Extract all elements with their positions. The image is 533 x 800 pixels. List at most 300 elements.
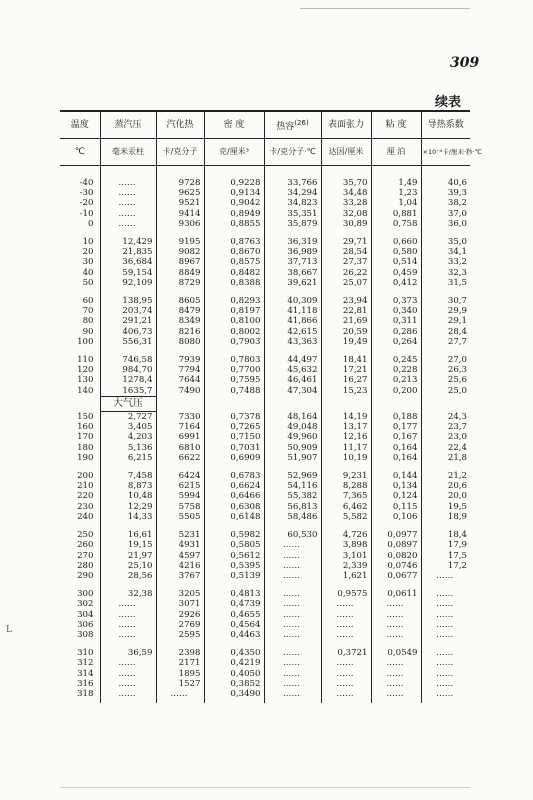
table-row <box>60 551 470 561</box>
temperature-cell: 270 <box>60 551 100 561</box>
heat-of-vaporization-cell: 7644 <box>156 375 204 385</box>
vapor-pressure-cell: 406,73 <box>100 327 156 337</box>
heat-of-vaporization-cell: 1895 <box>156 669 204 679</box>
table-row <box>60 347 470 365</box>
thermal-conductivity-cell: …… <box>436 609 454 620</box>
vapor-pressure-cell: 59,154 <box>100 268 156 278</box>
heat-of-vaporization-cell: 4597 <box>156 551 204 561</box>
heat-capacity-cell: 35,879 <box>264 219 321 229</box>
surface-tension-cell: 13,17 <box>321 422 371 432</box>
viscosity-cell: 0,213 <box>371 375 421 385</box>
heat-of-vaporization-cell: 2769 <box>156 620 204 630</box>
temperature-cell: 312 <box>60 658 100 668</box>
unit-temperature: ℃ <box>60 139 100 166</box>
heat-capacity-cell: …… <box>264 551 321 561</box>
heat-capacity-cell: 34,823 <box>264 198 321 208</box>
heat-capacity-cell: …… <box>264 561 321 571</box>
density-cell: 0,3852 <box>204 679 264 689</box>
heat-capacity-cell: 49,960 <box>264 432 321 442</box>
heat-capacity-cell: 47,304 <box>264 386 321 397</box>
bottom-rule <box>60 787 470 788</box>
temperature-cell: 250 <box>60 522 100 540</box>
temperature-cell: 190 <box>60 453 100 463</box>
surface-tension-cell: 2,339 <box>321 561 371 571</box>
viscosity-cell: …… <box>371 679 421 689</box>
temperature-cell: 290 <box>60 571 100 581</box>
viscosity-cell: 0,264 <box>371 337 421 347</box>
temperature-cell: 302 <box>60 599 100 609</box>
thermal-conductivity-cell: 40,6 <box>447 178 467 188</box>
header-vapor-pressure: 蒸汽压 <box>100 111 156 139</box>
vapor-pressure-cell: …… <box>100 599 156 609</box>
temperature-cell: -10 <box>60 209 100 219</box>
vapor-pressure-cell: 291,21 <box>100 316 156 326</box>
header-thermal-conductivity: 导热系数 <box>421 111 470 139</box>
heat-capacity-cell: 38,667 <box>264 268 321 278</box>
viscosity-cell: 0,758 <box>371 219 421 229</box>
heat-capacity-cell: 58,486 <box>264 512 321 522</box>
viscosity-cell: 0,0611 <box>371 581 421 599</box>
heat-capacity-cell: 46,461 <box>264 375 321 385</box>
heat-of-vaporization-cell: 9521 <box>156 198 204 208</box>
temperature-cell: -40 <box>60 166 100 189</box>
empty-cell <box>321 396 371 411</box>
heat-of-vaporization-cell: 8849 <box>156 268 204 278</box>
table-row <box>60 599 470 609</box>
thermal-conductivity-cell: …… <box>436 570 454 581</box>
surface-tension-cell: 15,23 <box>321 386 371 397</box>
empty-cell <box>371 396 421 411</box>
thermal-conductivity-cell: 21,2 <box>447 471 467 482</box>
density-cell: 0,8949 <box>204 209 264 219</box>
thermal-conductivity-cell: 30,7 <box>447 296 467 307</box>
surface-tension-cell: 1,621 <box>321 571 371 581</box>
vapor-pressure-cell: 2,727 <box>100 412 156 423</box>
continued-label: 续表 <box>435 95 462 110</box>
viscosity-cell: …… <box>371 630 421 640</box>
temperature-cell: 304 <box>60 610 100 620</box>
viscosity-cell: 0,164 <box>371 453 421 463</box>
temperature-cell: 300 <box>60 581 100 599</box>
density-cell: 0,8482 <box>204 268 264 278</box>
temperature-cell: 50 <box>60 278 100 288</box>
heat-capacity-cell: 41,118 <box>264 306 321 316</box>
viscosity-cell: …… <box>371 599 421 609</box>
viscosity-cell: 0,0677 <box>371 571 421 581</box>
thermal-conductivity-cell: 25,0 <box>447 385 467 396</box>
thermal-conductivity-cell: 20,6 <box>447 481 467 492</box>
heat-of-vaporization-cell: 6424 <box>156 463 204 481</box>
table-row <box>60 561 470 571</box>
vapor-pressure-cell: 6,215 <box>100 453 156 463</box>
vapor-pressure-cell: …… <box>100 689 156 703</box>
heat-capacity-cell: …… <box>264 610 321 620</box>
thermal-conductivity-cell: 18,4 <box>447 530 467 541</box>
density-cell: 0,7031 <box>204 443 264 453</box>
viscosity-cell: 0,459 <box>371 268 421 278</box>
heat-capacity-cell: 34,294 <box>264 188 321 198</box>
density-cell: 0,4655 <box>204 610 264 620</box>
thermal-conductivity-cell: 32,3 <box>447 267 467 278</box>
vapor-pressure-cell: 10,48 <box>100 491 156 501</box>
vapor-pressure-cell: 21,97 <box>100 551 156 561</box>
viscosity-cell: 0,0549 <box>371 640 421 658</box>
heat-capacity-cell: 44,497 <box>264 347 321 365</box>
vapor-pressure-cell: 12,429 <box>100 229 156 247</box>
surface-tension-cell: 29,71 <box>321 229 371 247</box>
density-cell: 0,7150 <box>204 432 264 442</box>
thermal-conductivity-cell: 20,0 <box>447 491 467 502</box>
heat-of-vaporization-cell: 7330 <box>156 412 204 423</box>
table-row <box>60 209 470 219</box>
thermal-conductivity-cell: 29,1 <box>447 316 467 327</box>
temperature-cell: 60 <box>60 288 100 306</box>
vapor-pressure-cell: 4,203 <box>100 432 156 442</box>
vapor-pressure-cell: 12,29 <box>100 502 156 512</box>
temperature-cell: -20 <box>60 198 100 208</box>
temperature-cell: 150 <box>60 412 100 423</box>
unit-vapor-pressure: 毫米汞柱 <box>100 139 156 166</box>
temperature-cell: 170 <box>60 432 100 442</box>
heat-capacity-cell: 60,530 <box>264 522 321 540</box>
viscosity-cell: 0,124 <box>371 491 421 501</box>
table-row <box>60 288 470 306</box>
temperature-cell: 100 <box>60 337 100 347</box>
heat-capacity-cell: 50,909 <box>264 443 321 453</box>
viscosity-cell: 0,373 <box>371 288 421 306</box>
empty-cell <box>421 396 470 411</box>
vapor-pressure-cell: 984,70 <box>100 365 156 375</box>
surface-tension-cell: 25,07 <box>321 278 371 288</box>
heat-of-vaporization-cell: 3205 <box>156 581 204 599</box>
heat-of-vaporization-cell: 7490 <box>156 386 204 397</box>
header-heat-capacity-note: (26) <box>294 118 309 127</box>
heat-capacity-cell: 43,363 <box>264 337 321 347</box>
viscosity-cell: 0,164 <box>371 443 421 453</box>
temperature-cell: 70 <box>60 306 100 316</box>
atmosphere-label: 大气压 <box>100 396 156 411</box>
table-row <box>60 581 470 599</box>
table-body <box>60 166 470 704</box>
surface-tension-cell: 23,94 <box>321 288 371 306</box>
temperature-cell: 160 <box>60 422 100 432</box>
header-row-names <box>60 111 470 139</box>
surface-tension-cell: …… <box>321 620 371 630</box>
heat-capacity-cell: …… <box>264 581 321 599</box>
heat-of-vaporization-cell: 9306 <box>156 219 204 229</box>
thermal-conductivity-cell: 36,0 <box>447 218 467 229</box>
table-row <box>60 278 470 288</box>
thermal-conductivity-cell: 39,3 <box>447 188 467 199</box>
vapor-pressure-cell: …… <box>100 669 156 679</box>
thermal-conductivity-cell: …… <box>436 599 454 610</box>
table-row <box>60 610 470 620</box>
heat-capacity-cell: 37,713 <box>264 257 321 267</box>
empty-cell <box>204 396 264 411</box>
viscosity-cell: 0,0746 <box>371 561 421 571</box>
vapor-pressure-cell: …… <box>100 219 156 229</box>
surface-tension-cell: 22,81 <box>321 306 371 316</box>
heat-capacity-cell: 36,989 <box>264 247 321 257</box>
table-row <box>60 229 470 247</box>
thermal-conductivity-cell: 17,9 <box>447 540 467 551</box>
header-temperature: 温度 <box>60 111 100 139</box>
table-row <box>60 198 470 208</box>
header-row-units <box>60 139 470 166</box>
temperature-cell: 180 <box>60 443 100 453</box>
vapor-pressure-cell: …… <box>100 188 156 198</box>
property-table <box>60 110 482 703</box>
viscosity-cell: 0,144 <box>371 463 421 481</box>
heat-of-vaporization-cell: 8349 <box>156 316 204 326</box>
table-row <box>60 463 470 481</box>
temperature-cell: 260 <box>60 540 100 550</box>
surface-tension-cell: …… <box>321 679 371 689</box>
table-row <box>60 630 470 640</box>
vapor-pressure-cell: 36,684 <box>100 257 156 267</box>
vapor-pressure-cell: 32,38 <box>100 581 156 599</box>
heat-capacity-cell: 40,309 <box>264 288 321 306</box>
thermal-conductivity-cell: …… <box>436 688 454 699</box>
temperature-cell: 20 <box>60 247 100 257</box>
heat-of-vaporization-cell: 7164 <box>156 422 204 432</box>
heat-of-vaporization-cell: 2595 <box>156 630 204 640</box>
thermal-conductivity-cell: …… <box>436 648 454 659</box>
temperature-cell: -30 <box>60 188 100 198</box>
thermal-conductivity-cell: 27,7 <box>447 336 467 347</box>
heat-of-vaporization-cell: 9728 <box>156 166 204 189</box>
viscosity-cell: …… <box>371 689 421 703</box>
density-cell: 0,5805 <box>204 540 264 550</box>
surface-tension-cell: …… <box>321 599 371 609</box>
heat-capacity-cell: …… <box>264 630 321 640</box>
thermal-conductivity-cell: 31,5 <box>447 277 467 288</box>
viscosity-cell: 0,177 <box>371 422 421 432</box>
surface-tension-cell: 0,3721 <box>321 640 371 658</box>
viscosity-cell: 0,412 <box>371 278 421 288</box>
vapor-pressure-cell: 16,61 <box>100 522 156 540</box>
thermal-conductivity-cell: 22,4 <box>447 442 467 453</box>
density-cell: 0,8855 <box>204 219 264 229</box>
table-row <box>60 327 470 337</box>
surface-tension-cell: 3,101 <box>321 551 371 561</box>
heat-capacity-cell: 56,813 <box>264 502 321 512</box>
vapor-pressure-cell: 19,15 <box>100 540 156 550</box>
density-cell: 0,9228 <box>204 166 264 189</box>
table-row <box>60 268 470 278</box>
thermal-conductivity-cell: …… <box>436 668 454 679</box>
heat-capacity-cell: 41,866 <box>264 316 321 326</box>
heat-of-vaporization-cell: 7794 <box>156 365 204 375</box>
vapor-pressure-cell: …… <box>100 166 156 189</box>
heat-capacity-cell: …… <box>264 571 321 581</box>
heat-of-vaporization-cell: 5758 <box>156 502 204 512</box>
surface-tension-cell: …… <box>321 610 371 620</box>
vapor-pressure-cell: 92,109 <box>100 278 156 288</box>
heat-of-vaporization-cell: 9414 <box>156 209 204 219</box>
heat-of-vaporization-cell: 9082 <box>156 247 204 257</box>
density-cell: 0,8388 <box>204 278 264 288</box>
temperature-cell: 308 <box>60 630 100 640</box>
heat-capacity-cell: …… <box>264 689 321 703</box>
heat-capacity-cell: …… <box>264 640 321 658</box>
density-cell: 0,4739 <box>204 599 264 609</box>
density-cell: 0,7903 <box>204 337 264 347</box>
heat-of-vaporization-cell: 5505 <box>156 512 204 522</box>
heat-of-vaporization-cell: 1527 <box>156 679 204 689</box>
density-cell: 0,6466 <box>204 491 264 501</box>
table-row <box>60 422 470 432</box>
density-cell: 0,6909 <box>204 453 264 463</box>
density-cell: 0,4050 <box>204 669 264 679</box>
temperature-cell: 318 <box>60 689 100 703</box>
vapor-pressure-cell: 36,59 <box>100 640 156 658</box>
empty-cell <box>156 396 204 411</box>
viscosity-cell: …… <box>371 620 421 630</box>
unit-heat-capacity: 卡/克分子·℃ <box>264 139 321 166</box>
table-row <box>60 481 470 491</box>
density-cell: 0,4564 <box>204 620 264 630</box>
density-cell: 0,8293 <box>204 288 264 306</box>
temperature-cell: 306 <box>60 620 100 630</box>
heat-of-vaporization-cell: 6215 <box>156 481 204 491</box>
vapor-pressure-cell: 203,74 <box>100 306 156 316</box>
heat-capacity-cell: 45,632 <box>264 365 321 375</box>
viscosity-cell: 0,881 <box>371 209 421 219</box>
temperature-cell: 210 <box>60 481 100 491</box>
table-row <box>60 257 470 267</box>
heat-of-vaporization-cell: …… <box>156 689 204 703</box>
heat-of-vaporization-cell: 2398 <box>156 640 204 658</box>
vapor-pressure-cell: 25,10 <box>100 561 156 571</box>
thermal-conductivity-cell: 21,8 <box>447 452 467 463</box>
table-row <box>60 453 470 463</box>
viscosity-cell: 1,04 <box>371 198 421 208</box>
density-cell: 0,7700 <box>204 365 264 375</box>
table-row <box>60 337 470 347</box>
surface-tension-cell: 28,54 <box>321 247 371 257</box>
temperature-cell: 314 <box>60 669 100 679</box>
table-row <box>60 640 470 658</box>
vapor-pressure-cell: …… <box>100 610 156 620</box>
surface-tension-cell: 11,17 <box>321 443 371 453</box>
heat-of-vaporization-cell: 4216 <box>156 561 204 571</box>
vapor-pressure-cell: 14,33 <box>100 512 156 522</box>
table-header <box>60 111 482 166</box>
temperature-cell: 130 <box>60 375 100 385</box>
empty-cell <box>264 396 321 411</box>
thermal-conductivity-cell: 29,9 <box>447 306 467 317</box>
surface-tension-cell: 9,231 <box>321 463 371 481</box>
density-cell: 0,7265 <box>204 422 264 432</box>
heat-of-vaporization-cell: 3071 <box>156 599 204 609</box>
viscosity-cell: 0,580 <box>371 247 421 257</box>
surface-tension-cell: 17,21 <box>321 365 371 375</box>
heat-capacity-cell: 55,382 <box>264 491 321 501</box>
heat-capacity-cell: …… <box>264 620 321 630</box>
surface-tension-cell: …… <box>321 689 371 703</box>
surface-tension-cell: 7,365 <box>321 491 371 501</box>
heat-of-vaporization-cell: 5231 <box>156 522 204 540</box>
heat-of-vaporization-cell: 6991 <box>156 432 204 442</box>
surface-tension-cell: 8,288 <box>321 481 371 491</box>
header-surface-tension: 表面张力 <box>321 111 371 139</box>
vapor-pressure-cell: …… <box>100 658 156 668</box>
surface-tension-cell: 5,582 <box>321 512 371 522</box>
surface-tension-cell: 32,08 <box>321 209 371 219</box>
density-cell: 0,7378 <box>204 412 264 423</box>
heat-capacity-cell: 52,969 <box>264 463 321 481</box>
temperature-cell: 10 <box>60 229 100 247</box>
vapor-pressure-cell: 7,458 <box>100 463 156 481</box>
unit-heat-of-vaporization: 卡/克分子 <box>156 139 204 166</box>
heat-of-vaporization-cell: 8080 <box>156 337 204 347</box>
empty-cell <box>60 396 100 411</box>
table-row <box>60 679 470 689</box>
margin-mark: L <box>6 625 12 635</box>
table-row <box>60 443 470 453</box>
vapor-pressure-cell: 1278,4 <box>100 375 156 385</box>
density-cell: 0,5139 <box>204 571 264 581</box>
temperature-cell: 0 <box>60 219 100 229</box>
temperature-cell: 230 <box>60 502 100 512</box>
density-cell: 0,6308 <box>204 502 264 512</box>
table-row <box>60 166 470 189</box>
vapor-pressure-cell: 1635,7 <box>100 386 156 397</box>
temperature-cell: 120 <box>60 365 100 375</box>
surface-tension-cell: 21,69 <box>321 316 371 326</box>
temperature-cell: 80 <box>60 316 100 326</box>
density-cell: 0,9134 <box>204 188 264 198</box>
surface-tension-cell: 33,28 <box>321 198 371 208</box>
surface-tension-cell: 4,726 <box>321 522 371 540</box>
surface-tension-cell: 34,48 <box>321 188 371 198</box>
heat-of-vaporization-cell: 8216 <box>156 327 204 337</box>
table-row <box>60 571 470 581</box>
temperature-cell: 30 <box>60 257 100 267</box>
heat-of-vaporization-cell: 6622 <box>156 453 204 463</box>
header-heat-capacity <box>264 111 321 139</box>
density-cell: 0,4813 <box>204 581 264 599</box>
unit-viscosity: 厘 泊 <box>371 139 421 166</box>
temperature-cell: 220 <box>60 491 100 501</box>
table-row <box>60 669 470 679</box>
heat-of-vaporization-cell: 7939 <box>156 347 204 365</box>
surface-tension-cell: 14,19 <box>321 412 371 423</box>
table-row <box>60 522 470 540</box>
table-row <box>60 512 470 522</box>
viscosity-cell: 1,23 <box>371 188 421 198</box>
viscosity-cell: 0,311 <box>371 316 421 326</box>
temperature-cell: 200 <box>60 463 100 481</box>
density-cell: 0,5612 <box>204 551 264 561</box>
table-row <box>60 658 470 668</box>
surface-tension-cell: …… <box>321 630 371 640</box>
table-row <box>60 375 470 385</box>
surface-tension-cell: 0,9575 <box>321 581 371 599</box>
thermal-conductivity-cell: 35,0 <box>447 237 467 248</box>
vapor-pressure-cell: 21,835 <box>100 247 156 257</box>
heat-capacity-cell: …… <box>264 679 321 689</box>
surface-tension-cell: 6,462 <box>321 502 371 512</box>
thermal-conductivity-cell: 17,2 <box>447 560 467 571</box>
heat-capacity-cell: 48,164 <box>264 412 321 423</box>
thermal-conductivity-cell: …… <box>436 589 454 600</box>
viscosity-cell: 0,660 <box>371 229 421 247</box>
vapor-pressure-cell: 746,58 <box>100 347 156 365</box>
surface-tension-cell: 10,19 <box>321 453 371 463</box>
thermal-conductivity-cell: …… <box>436 658 454 669</box>
